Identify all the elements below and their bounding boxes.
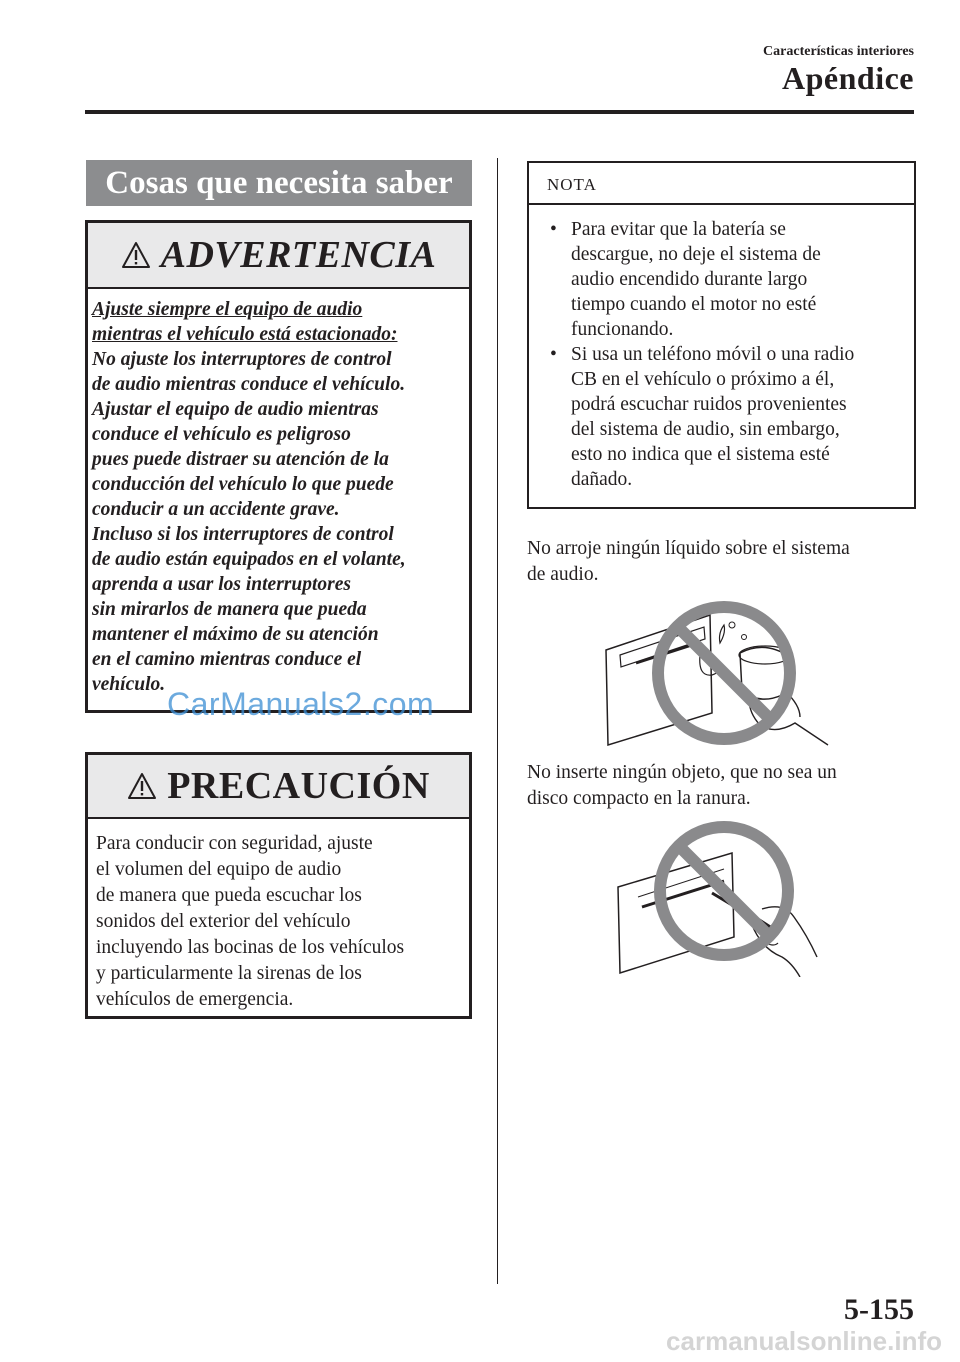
paragraph-line: de audio.: [527, 564, 599, 585]
warning-line: Incluso si los interruptores de control: [92, 524, 394, 545]
warning-title: ADVERTENCIA: [160, 234, 437, 276]
warning-line: conduce el vehículo es peligroso: [92, 424, 351, 445]
warning-box: [85, 220, 472, 713]
note-line: esto no indica que el sistema esté: [571, 444, 830, 465]
caution-line: sonidos del exterior del vehículo: [96, 911, 351, 932]
note-box: [527, 161, 916, 509]
warning-line: conducir a un accidente grave.: [92, 499, 340, 520]
caution-title: PRECAUCIÓN: [167, 765, 430, 807]
warning-line: aprenda a usar los interruptores: [92, 574, 351, 595]
note-line: del sistema de audio, sin embargo,: [571, 419, 840, 440]
paragraph-line: disco compacto en la ranura.: [527, 788, 751, 809]
warning-line: vehículo.: [92, 674, 166, 695]
caution-line: de manera que pueda escuchar los: [96, 885, 362, 906]
no-liquid-illustration: [600, 595, 832, 750]
warning-line: No ajuste los interruptores de control: [92, 349, 392, 370]
caution-box: [85, 752, 472, 1019]
paragraph-line: No arroje ningún líquido sobre el sistema: [527, 538, 850, 559]
note-line: tiempo cuando el motor no esté: [571, 294, 817, 315]
warning-line: mantener el máximo de su atención: [92, 624, 379, 645]
note-item: [529, 342, 914, 492]
warning-heading-line: Ajuste siempre el equipo de audio: [92, 299, 363, 320]
paragraph-line: No inserte ningún objeto, que no sea un: [527, 762, 837, 783]
caution-text: [88, 819, 469, 1013]
note-item: [529, 217, 914, 342]
note-line: CB en el vehículo o próximo a él,: [571, 369, 835, 390]
header-rule: [85, 110, 914, 114]
caution-line: el volumen del equipo de audio: [96, 859, 342, 880]
caution-line: incluyendo las bocinas de los vehículos: [96, 937, 405, 958]
footer-site-watermark: carmanualsonline.info: [666, 1326, 942, 1356]
note-line: audio encendido durante largo: [571, 269, 808, 290]
caution-line: vehículos de emergencia.: [96, 989, 294, 1010]
warning-text: [88, 289, 469, 697]
warning-heading-line: mientras el vehículo está estacionado:: [92, 324, 398, 345]
caution-line: Para conducir con seguridad, ajuste: [96, 833, 373, 854]
note-list: [529, 205, 914, 492]
note-line: descargue, no deje el sistema de: [571, 244, 821, 265]
caution-line: y particularmente la sirenas de los: [96, 963, 362, 984]
header-section-label: Características interiores: [763, 44, 914, 59]
warning-header: [88, 223, 469, 289]
warning-line: en el camino mientras conduce el: [92, 649, 362, 670]
section-title: Cosas que necesita saber: [86, 160, 472, 206]
note-line: funcionando.: [571, 319, 674, 340]
watermark-text: CarManuals2.com: [167, 686, 435, 722]
caution-header: [88, 755, 469, 819]
note-title: NOTA: [529, 163, 914, 205]
note-line: dañado.: [571, 469, 633, 490]
warning-line: pues puede distraer su atención de la: [92, 449, 389, 470]
warning-line: conducción del vehículo lo que puede: [92, 474, 394, 495]
note-line: Para evitar que la batería se: [571, 219, 786, 240]
warning-line: Ajustar el equipo de audio mientras: [92, 399, 379, 420]
warning-line: de audio están equipados en el volante,: [92, 549, 406, 570]
bullet-icon: •: [550, 219, 557, 240]
warning-triangle-icon: [121, 241, 151, 269]
header-chapter-title: Apéndice: [782, 60, 914, 96]
warning-triangle-icon: [127, 772, 157, 800]
no-insert-illustration: [612, 817, 822, 977]
bullet-icon: •: [550, 344, 557, 365]
page-number: 5-155: [844, 1293, 914, 1326]
warning-line: sin mirarlos de manera que pueda: [92, 599, 367, 620]
note-line: podrá escuchar ruidos provenientes: [571, 394, 847, 415]
insert-warning-text: [527, 760, 837, 812]
liquid-warning-text: [527, 536, 850, 588]
note-line: Si usa un teléfono móvil o una radio: [571, 344, 855, 365]
warning-line: de audio mientras conduce el vehículo.: [92, 374, 406, 395]
column-divider: [497, 158, 498, 1284]
